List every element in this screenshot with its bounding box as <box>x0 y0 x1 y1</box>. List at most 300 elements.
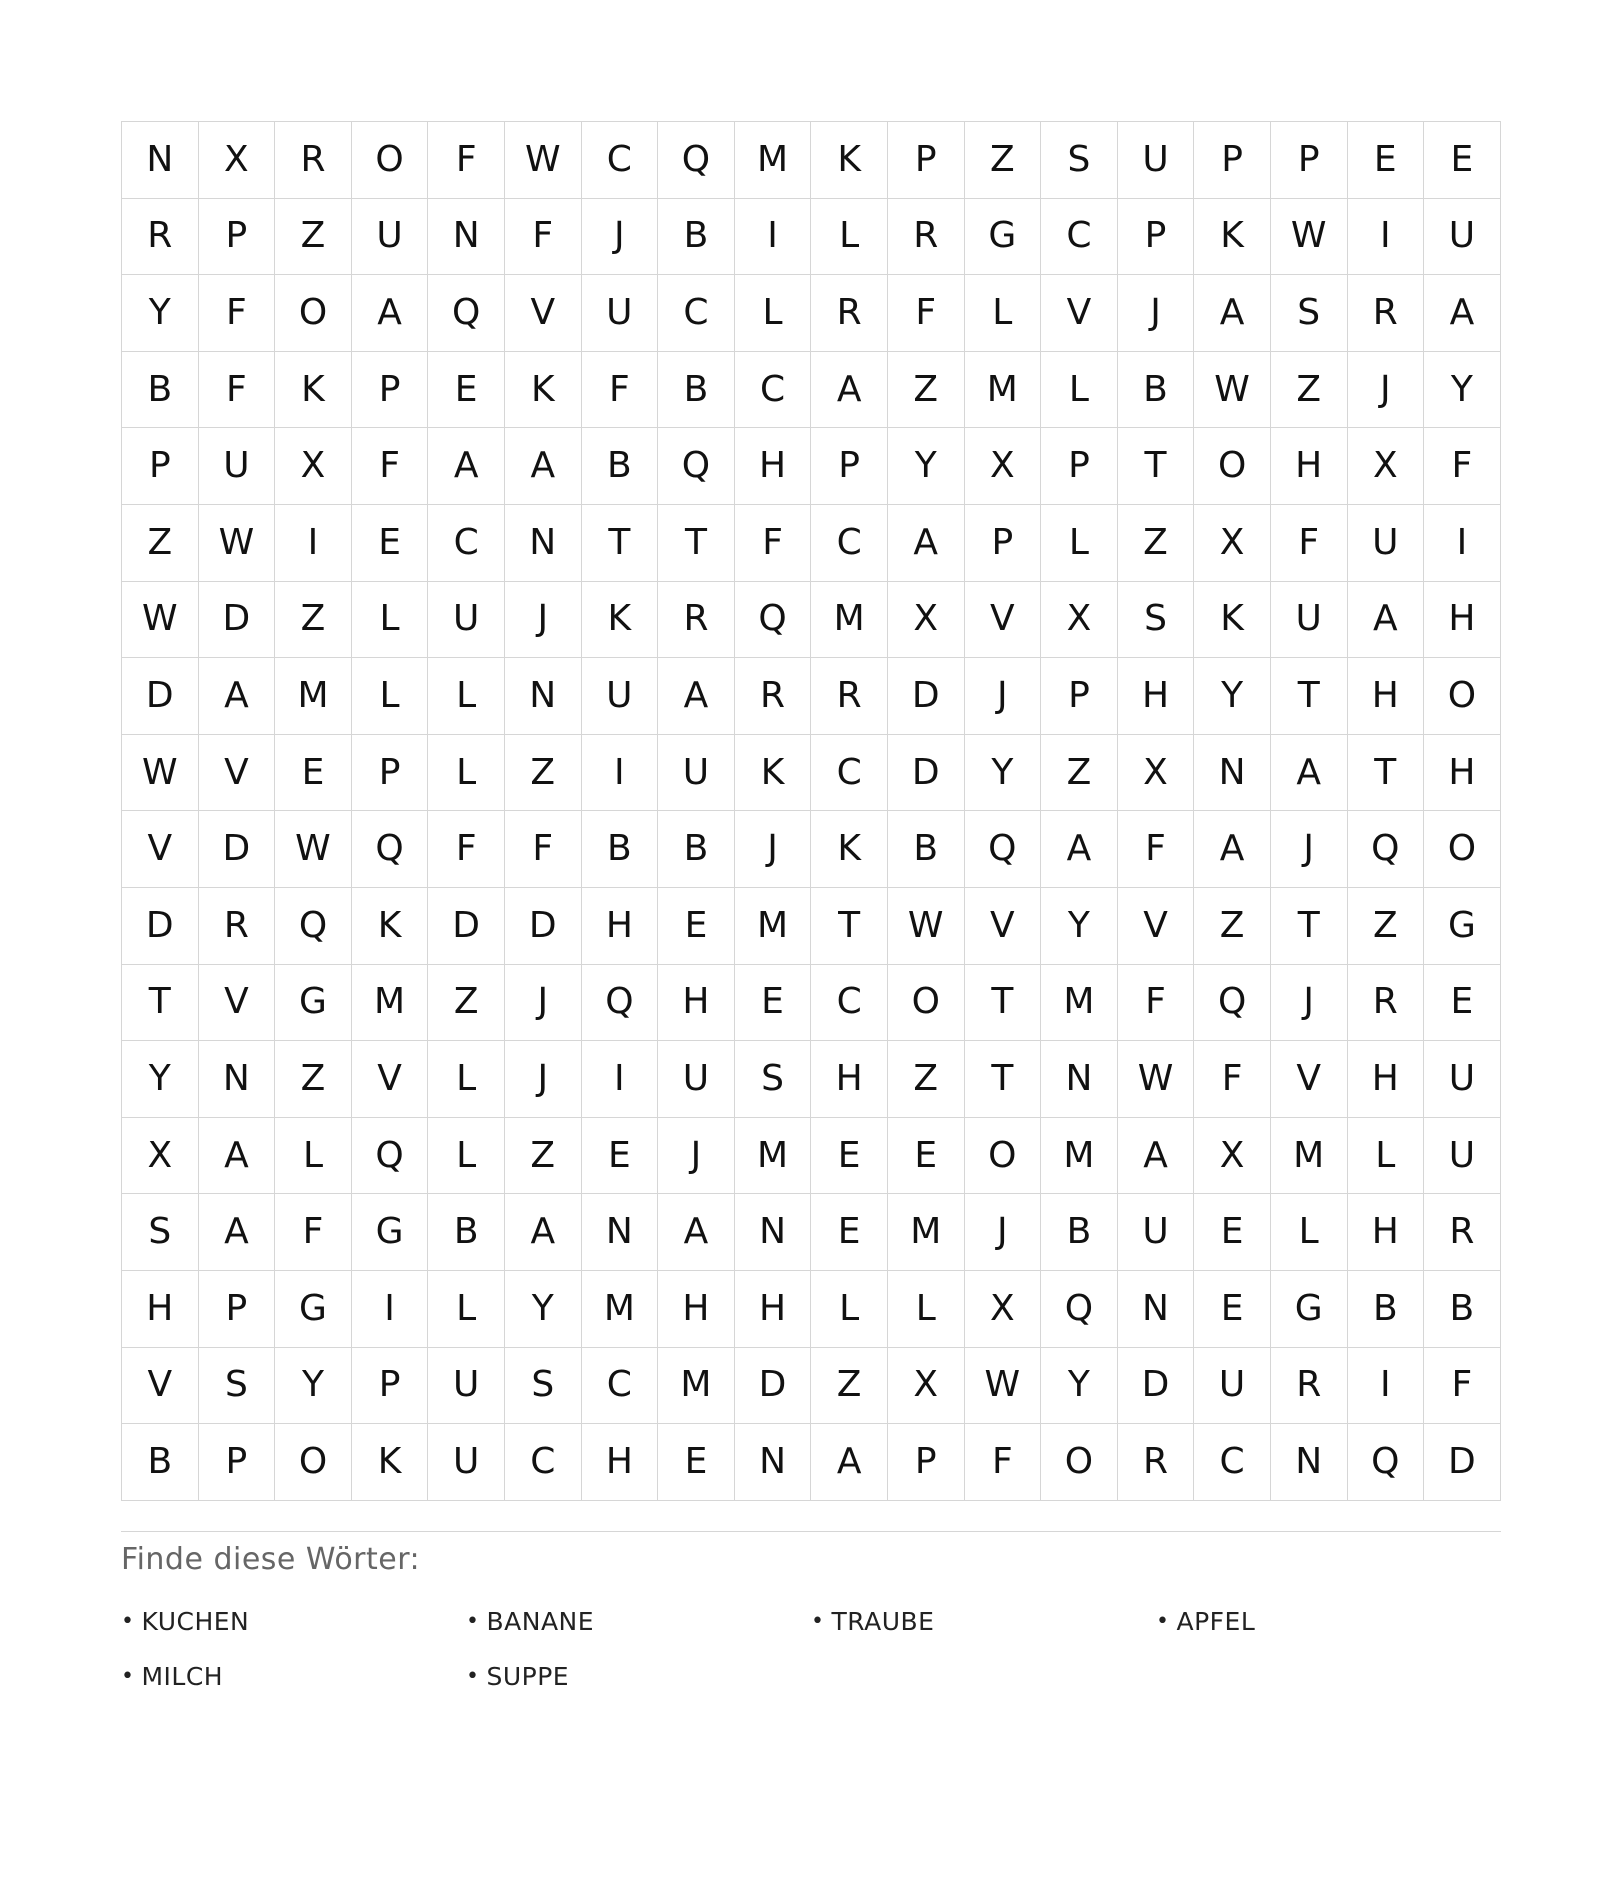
grid-cell[interactable]: P <box>1271 122 1348 199</box>
grid-cell[interactable]: A <box>1118 1118 1195 1195</box>
grid-cell[interactable]: H <box>582 888 659 965</box>
grid-cell[interactable]: K <box>352 1424 429 1501</box>
grid-cell[interactable]: J <box>505 1041 582 1118</box>
grid-cell[interactable]: E <box>811 1194 888 1271</box>
grid-cell[interactable]: A <box>888 505 965 582</box>
grid-cell[interactable]: I <box>275 505 352 582</box>
grid-cell[interactable]: A <box>505 428 582 505</box>
grid-cell[interactable]: C <box>811 965 888 1042</box>
grid-cell[interactable]: V <box>1271 1041 1348 1118</box>
grid-cell[interactable]: U <box>1118 1194 1195 1271</box>
grid-cell[interactable]: Q <box>735 582 812 659</box>
grid-cell[interactable]: T <box>1118 428 1195 505</box>
grid-cell[interactable]: Y <box>1041 888 1118 965</box>
grid-cell[interactable]: L <box>1271 1194 1348 1271</box>
grid-cell[interactable]: G <box>965 199 1042 276</box>
grid-cell[interactable]: P <box>199 1424 276 1501</box>
grid-cell[interactable]: J <box>505 965 582 1042</box>
grid-cell[interactable]: B <box>658 352 735 429</box>
grid-cell[interactable]: M <box>582 1271 659 1348</box>
grid-cell[interactable]: L <box>1041 505 1118 582</box>
grid-cell[interactable]: B <box>428 1194 505 1271</box>
grid-cell[interactable]: T <box>658 505 735 582</box>
grid-cell[interactable]: Z <box>1118 505 1195 582</box>
grid-cell[interactable]: U <box>428 1424 505 1501</box>
grid-cell[interactable]: E <box>811 1118 888 1195</box>
grid-cell[interactable]: J <box>735 811 812 888</box>
grid-cell[interactable]: B <box>888 811 965 888</box>
grid-cell[interactable]: F <box>1118 965 1195 1042</box>
grid-cell[interactable]: U <box>352 199 429 276</box>
grid-cell[interactable]: F <box>1271 505 1348 582</box>
grid-cell[interactable]: E <box>582 1118 659 1195</box>
grid-cell[interactable]: V <box>122 1348 199 1425</box>
grid-cell[interactable]: X <box>965 1271 1042 1348</box>
grid-cell[interactable]: R <box>275 122 352 199</box>
grid-cell[interactable]: I <box>1424 505 1501 582</box>
grid-cell[interactable]: O <box>888 965 965 1042</box>
grid-cell[interactable]: C <box>428 505 505 582</box>
grid-cell[interactable]: A <box>811 352 888 429</box>
grid-cell[interactable]: V <box>199 965 276 1042</box>
grid-cell[interactable]: X <box>275 428 352 505</box>
grid-cell[interactable]: C <box>658 275 735 352</box>
grid-cell[interactable]: X <box>1194 1118 1271 1195</box>
grid-cell[interactable]: V <box>1041 275 1118 352</box>
grid-cell[interactable]: J <box>1271 811 1348 888</box>
grid-cell[interactable]: U <box>1348 505 1425 582</box>
grid-cell[interactable]: A <box>811 1424 888 1501</box>
grid-cell[interactable]: T <box>1271 888 1348 965</box>
grid-cell[interactable]: M <box>1041 965 1118 1042</box>
grid-cell[interactable]: X <box>1348 428 1425 505</box>
grid-cell[interactable]: B <box>658 199 735 276</box>
grid-cell[interactable]: H <box>122 1271 199 1348</box>
grid-cell[interactable]: J <box>1271 965 1348 1042</box>
grid-cell[interactable]: W <box>275 811 352 888</box>
grid-cell[interactable]: S <box>735 1041 812 1118</box>
grid-cell[interactable]: A <box>658 658 735 735</box>
grid-cell[interactable]: K <box>352 888 429 965</box>
grid-cell[interactable]: B <box>1348 1271 1425 1348</box>
grid-cell[interactable]: Q <box>658 428 735 505</box>
grid-cell[interactable]: H <box>1424 582 1501 659</box>
grid-cell[interactable]: H <box>1271 428 1348 505</box>
grid-cell[interactable]: G <box>275 965 352 1042</box>
grid-cell[interactable]: D <box>505 888 582 965</box>
grid-cell[interactable]: F <box>505 811 582 888</box>
grid-cell[interactable]: F <box>199 352 276 429</box>
grid-cell[interactable]: F <box>965 1424 1042 1501</box>
grid-cell[interactable]: W <box>1194 352 1271 429</box>
grid-cell[interactable]: E <box>658 888 735 965</box>
grid-cell[interactable]: U <box>428 582 505 659</box>
grid-cell[interactable]: A <box>199 1118 276 1195</box>
grid-cell[interactable]: P <box>1118 199 1195 276</box>
grid-cell[interactable]: N <box>428 199 505 276</box>
grid-cell[interactable]: L <box>428 1271 505 1348</box>
grid-cell[interactable]: P <box>1194 122 1271 199</box>
grid-cell[interactable]: F <box>1118 811 1195 888</box>
grid-cell[interactable]: T <box>965 965 1042 1042</box>
grid-cell[interactable]: O <box>1424 658 1501 735</box>
grid-cell[interactable]: M <box>658 1348 735 1425</box>
grid-cell[interactable]: K <box>1194 199 1271 276</box>
grid-cell[interactable]: X <box>888 1348 965 1425</box>
grid-cell[interactable]: F <box>582 352 659 429</box>
grid-cell[interactable]: P <box>888 122 965 199</box>
grid-cell[interactable]: O <box>965 1118 1042 1195</box>
grid-cell[interactable]: Y <box>275 1348 352 1425</box>
grid-cell[interactable]: R <box>199 888 276 965</box>
grid-cell[interactable]: E <box>658 1424 735 1501</box>
grid-cell[interactable]: R <box>658 582 735 659</box>
grid-cell[interactable]: R <box>811 275 888 352</box>
grid-cell[interactable]: V <box>505 275 582 352</box>
grid-cell[interactable]: N <box>1041 1041 1118 1118</box>
grid-cell[interactable]: H <box>1118 658 1195 735</box>
grid-cell[interactable]: F <box>428 122 505 199</box>
grid-cell[interactable]: U <box>1271 582 1348 659</box>
grid-cell[interactable]: B <box>1041 1194 1118 1271</box>
grid-cell[interactable]: S <box>1041 122 1118 199</box>
grid-cell[interactable]: A <box>1194 275 1271 352</box>
grid-cell[interactable]: H <box>658 1271 735 1348</box>
grid-cell[interactable]: C <box>811 735 888 812</box>
grid-cell[interactable]: D <box>888 735 965 812</box>
grid-cell[interactable]: F <box>352 428 429 505</box>
grid-cell[interactable]: L <box>275 1118 352 1195</box>
grid-cell[interactable]: Q <box>428 275 505 352</box>
grid-cell[interactable]: D <box>428 888 505 965</box>
grid-cell[interactable]: M <box>1271 1118 1348 1195</box>
grid-cell[interactable]: H <box>735 428 812 505</box>
grid-cell[interactable]: L <box>1041 352 1118 429</box>
grid-cell[interactable]: I <box>1348 1348 1425 1425</box>
grid-cell[interactable]: R <box>811 658 888 735</box>
grid-cell[interactable]: K <box>811 811 888 888</box>
grid-cell[interactable]: Q <box>1348 811 1425 888</box>
grid-cell[interactable]: D <box>1424 1424 1501 1501</box>
grid-cell[interactable]: N <box>582 1194 659 1271</box>
grid-cell[interactable]: F <box>505 199 582 276</box>
grid-cell[interactable]: U <box>199 428 276 505</box>
grid-cell[interactable]: M <box>811 582 888 659</box>
grid-cell[interactable]: D <box>1118 1348 1195 1425</box>
grid-cell[interactable]: K <box>811 122 888 199</box>
grid-cell[interactable]: H <box>1348 1194 1425 1271</box>
grid-cell[interactable]: I <box>1348 199 1425 276</box>
grid-cell[interactable]: C <box>811 505 888 582</box>
grid-cell[interactable]: Z <box>505 1118 582 1195</box>
grid-cell[interactable]: A <box>1194 811 1271 888</box>
grid-cell[interactable]: M <box>352 965 429 1042</box>
grid-cell[interactable]: H <box>1348 658 1425 735</box>
grid-cell[interactable]: E <box>275 735 352 812</box>
grid-cell[interactable]: K <box>505 352 582 429</box>
grid-cell[interactable]: O <box>1424 811 1501 888</box>
grid-cell[interactable]: G <box>275 1271 352 1348</box>
grid-cell[interactable]: L <box>428 658 505 735</box>
grid-cell[interactable]: L <box>428 1041 505 1118</box>
grid-cell[interactable]: B <box>1118 352 1195 429</box>
grid-cell[interactable]: E <box>1348 122 1425 199</box>
grid-cell[interactable]: P <box>352 1348 429 1425</box>
grid-cell[interactable]: Z <box>1271 352 1348 429</box>
grid-cell[interactable]: E <box>428 352 505 429</box>
grid-cell[interactable]: H <box>811 1041 888 1118</box>
grid-cell[interactable]: R <box>888 199 965 276</box>
grid-cell[interactable]: W <box>965 1348 1042 1425</box>
grid-cell[interactable]: P <box>199 1271 276 1348</box>
grid-cell[interactable]: F <box>1194 1041 1271 1118</box>
grid-cell[interactable]: I <box>735 199 812 276</box>
grid-cell[interactable]: X <box>965 428 1042 505</box>
grid-cell[interactable]: F <box>1424 428 1501 505</box>
grid-cell[interactable]: O <box>352 122 429 199</box>
grid-cell[interactable]: N <box>1118 1271 1195 1348</box>
grid-cell[interactable]: C <box>505 1424 582 1501</box>
grid-cell[interactable]: S <box>122 1194 199 1271</box>
grid-cell[interactable]: A <box>505 1194 582 1271</box>
grid-cell[interactable]: R <box>1424 1194 1501 1271</box>
grid-cell[interactable]: A <box>428 428 505 505</box>
grid-cell[interactable]: A <box>1424 275 1501 352</box>
grid-cell[interactable]: V <box>199 735 276 812</box>
grid-cell[interactable]: C <box>1041 199 1118 276</box>
grid-cell[interactable]: F <box>735 505 812 582</box>
grid-cell[interactable]: C <box>582 1348 659 1425</box>
grid-cell[interactable]: V <box>122 811 199 888</box>
grid-cell[interactable]: D <box>199 811 276 888</box>
grid-cell[interactable]: G <box>352 1194 429 1271</box>
grid-cell[interactable]: P <box>965 505 1042 582</box>
grid-cell[interactable]: E <box>1424 122 1501 199</box>
grid-cell[interactable]: M <box>275 658 352 735</box>
grid-cell[interactable]: Y <box>1041 1348 1118 1425</box>
grid-cell[interactable]: M <box>888 1194 965 1271</box>
grid-cell[interactable]: S <box>505 1348 582 1425</box>
grid-cell[interactable]: N <box>122 122 199 199</box>
grid-cell[interactable]: T <box>122 965 199 1042</box>
grid-cell[interactable]: U <box>658 735 735 812</box>
grid-cell[interactable]: J <box>965 658 1042 735</box>
grid-cell[interactable]: P <box>352 735 429 812</box>
grid-cell[interactable]: U <box>1194 1348 1271 1425</box>
grid-cell[interactable]: U <box>658 1041 735 1118</box>
grid-cell[interactable]: E <box>352 505 429 582</box>
grid-cell[interactable]: Z <box>275 1041 352 1118</box>
grid-cell[interactable]: R <box>122 199 199 276</box>
grid-cell[interactable]: T <box>582 505 659 582</box>
grid-cell[interactable]: Y <box>505 1271 582 1348</box>
grid-cell[interactable]: D <box>122 888 199 965</box>
grid-cell[interactable]: Z <box>428 965 505 1042</box>
grid-cell[interactable]: M <box>965 352 1042 429</box>
grid-cell[interactable]: B <box>1424 1271 1501 1348</box>
grid-cell[interactable]: O <box>275 275 352 352</box>
grid-cell[interactable]: P <box>1041 658 1118 735</box>
grid-cell[interactable]: X <box>888 582 965 659</box>
grid-cell[interactable]: U <box>428 1348 505 1425</box>
grid-cell[interactable]: G <box>1271 1271 1348 1348</box>
grid-cell[interactable]: R <box>1118 1424 1195 1501</box>
grid-cell[interactable]: Y <box>888 428 965 505</box>
grid-cell[interactable]: Q <box>275 888 352 965</box>
grid-cell[interactable]: Z <box>275 199 352 276</box>
grid-cell[interactable]: M <box>735 888 812 965</box>
grid-cell[interactable]: L <box>735 275 812 352</box>
grid-cell[interactable]: X <box>199 122 276 199</box>
grid-cell[interactable]: N <box>199 1041 276 1118</box>
grid-cell[interactable]: C <box>735 352 812 429</box>
grid-cell[interactable]: V <box>1118 888 1195 965</box>
grid-cell[interactable]: J <box>1118 275 1195 352</box>
grid-cell[interactable]: P <box>199 199 276 276</box>
grid-cell[interactable]: E <box>735 965 812 1042</box>
grid-cell[interactable]: X <box>1118 735 1195 812</box>
grid-cell[interactable]: W <box>199 505 276 582</box>
grid-cell[interactable]: L <box>352 582 429 659</box>
grid-cell[interactable]: P <box>1041 428 1118 505</box>
grid-cell[interactable]: T <box>1348 735 1425 812</box>
grid-cell[interactable]: Z <box>965 122 1042 199</box>
grid-cell[interactable]: V <box>352 1041 429 1118</box>
grid-cell[interactable]: D <box>122 658 199 735</box>
grid-cell[interactable]: W <box>505 122 582 199</box>
grid-cell[interactable]: R <box>1348 275 1425 352</box>
grid-cell[interactable]: Z <box>275 582 352 659</box>
grid-cell[interactable]: Q <box>965 811 1042 888</box>
grid-cell[interactable]: D <box>888 658 965 735</box>
grid-cell[interactable]: Z <box>811 1348 888 1425</box>
grid-cell[interactable]: E <box>1194 1194 1271 1271</box>
grid-cell[interactable]: J <box>1348 352 1425 429</box>
grid-cell[interactable]: B <box>122 352 199 429</box>
grid-cell[interactable]: W <box>1271 199 1348 276</box>
grid-cell[interactable]: A <box>199 1194 276 1271</box>
grid-cell[interactable]: Q <box>658 122 735 199</box>
grid-cell[interactable]: B <box>582 428 659 505</box>
grid-cell[interactable]: D <box>199 582 276 659</box>
grid-cell[interactable]: X <box>1194 505 1271 582</box>
grid-cell[interactable]: L <box>965 275 1042 352</box>
grid-cell[interactable]: Z <box>888 1041 965 1118</box>
grid-cell[interactable]: W <box>122 582 199 659</box>
grid-cell[interactable]: L <box>352 658 429 735</box>
grid-cell[interactable]: J <box>965 1194 1042 1271</box>
grid-cell[interactable]: L <box>428 1118 505 1195</box>
grid-cell[interactable]: Y <box>122 275 199 352</box>
grid-cell[interactable]: A <box>1271 735 1348 812</box>
grid-cell[interactable]: J <box>582 199 659 276</box>
grid-cell[interactable]: H <box>735 1271 812 1348</box>
grid-cell[interactable]: P <box>888 1424 965 1501</box>
grid-cell[interactable]: F <box>888 275 965 352</box>
grid-cell[interactable]: V <box>965 888 1042 965</box>
grid-cell[interactable]: Q <box>1194 965 1271 1042</box>
grid-cell[interactable]: R <box>1271 1348 1348 1425</box>
grid-cell[interactable]: E <box>888 1118 965 1195</box>
grid-cell[interactable]: J <box>505 582 582 659</box>
grid-cell[interactable]: Q <box>352 1118 429 1195</box>
grid-cell[interactable]: G <box>1424 888 1501 965</box>
grid-cell[interactable]: R <box>735 658 812 735</box>
grid-cell[interactable]: I <box>582 1041 659 1118</box>
grid-cell[interactable]: L <box>1348 1118 1425 1195</box>
grid-cell[interactable]: Y <box>122 1041 199 1118</box>
grid-cell[interactable]: Z <box>1348 888 1425 965</box>
grid-cell[interactable]: U <box>1424 199 1501 276</box>
grid-cell[interactable]: E <box>1424 965 1501 1042</box>
grid-cell[interactable]: X <box>1041 582 1118 659</box>
grid-cell[interactable]: Y <box>1424 352 1501 429</box>
grid-cell[interactable]: H <box>658 965 735 1042</box>
grid-cell[interactable]: F <box>1424 1348 1501 1425</box>
grid-cell[interactable]: M <box>735 122 812 199</box>
grid-cell[interactable]: T <box>1271 658 1348 735</box>
grid-cell[interactable]: A <box>1348 582 1425 659</box>
grid-cell[interactable]: P <box>352 352 429 429</box>
grid-cell[interactable]: Y <box>1194 658 1271 735</box>
grid-cell[interactable]: N <box>735 1194 812 1271</box>
grid-cell[interactable]: U <box>1424 1041 1501 1118</box>
grid-cell[interactable]: A <box>658 1194 735 1271</box>
grid-cell[interactable]: Z <box>888 352 965 429</box>
grid-cell[interactable]: Z <box>1041 735 1118 812</box>
grid-cell[interactable]: T <box>811 888 888 965</box>
grid-cell[interactable]: A <box>199 658 276 735</box>
grid-cell[interactable]: B <box>658 811 735 888</box>
grid-cell[interactable]: S <box>199 1348 276 1425</box>
grid-cell[interactable]: U <box>582 658 659 735</box>
grid-cell[interactable]: V <box>965 582 1042 659</box>
grid-cell[interactable]: K <box>275 352 352 429</box>
grid-cell[interactable]: Q <box>582 965 659 1042</box>
grid-cell[interactable]: K <box>1194 582 1271 659</box>
grid-cell[interactable]: N <box>505 658 582 735</box>
grid-cell[interactable]: N <box>1271 1424 1348 1501</box>
grid-cell[interactable]: R <box>1348 965 1425 1042</box>
grid-cell[interactable]: U <box>1424 1118 1501 1195</box>
grid-cell[interactable]: L <box>811 199 888 276</box>
grid-cell[interactable]: B <box>122 1424 199 1501</box>
grid-cell[interactable]: D <box>735 1348 812 1425</box>
grid-cell[interactable]: T <box>965 1041 1042 1118</box>
grid-cell[interactable]: M <box>735 1118 812 1195</box>
grid-cell[interactable]: I <box>582 735 659 812</box>
grid-cell[interactable]: Q <box>1348 1424 1425 1501</box>
grid-cell[interactable]: Y <box>965 735 1042 812</box>
grid-cell[interactable]: F <box>428 811 505 888</box>
grid-cell[interactable]: P <box>122 428 199 505</box>
grid-cell[interactable]: H <box>582 1424 659 1501</box>
grid-cell[interactable]: M <box>1041 1118 1118 1195</box>
grid-cell[interactable]: U <box>1118 122 1195 199</box>
grid-cell[interactable]: Q <box>352 811 429 888</box>
grid-cell[interactable]: W <box>122 735 199 812</box>
grid-cell[interactable]: N <box>505 505 582 582</box>
grid-cell[interactable]: N <box>735 1424 812 1501</box>
grid-cell[interactable]: C <box>1194 1424 1271 1501</box>
grid-cell[interactable]: A <box>1041 811 1118 888</box>
grid-cell[interactable]: S <box>1271 275 1348 352</box>
grid-cell[interactable]: J <box>658 1118 735 1195</box>
grid-cell[interactable]: K <box>582 582 659 659</box>
grid-cell[interactable]: L <box>888 1271 965 1348</box>
grid-cell[interactable]: C <box>582 122 659 199</box>
grid-cell[interactable]: W <box>888 888 965 965</box>
